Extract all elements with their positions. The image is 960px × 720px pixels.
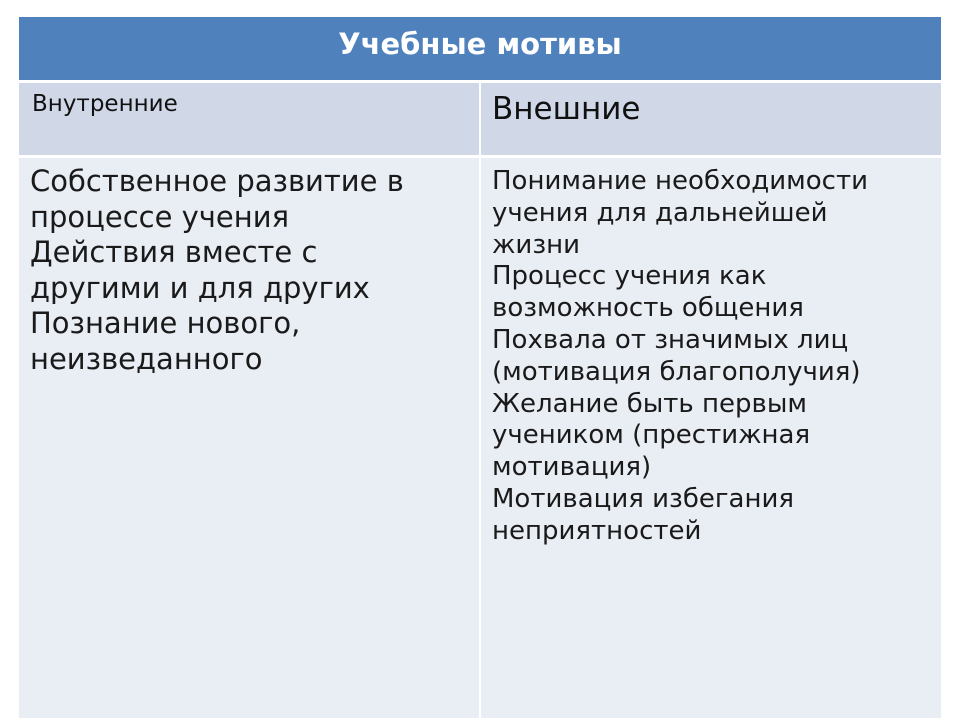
header-cell-external [480, 82, 941, 157]
internal-motive-line: неизведанного [30, 341, 263, 376]
body-row [19, 157, 941, 719]
motives-table [19, 17, 941, 718]
external-motive-line: возможность общения [492, 293, 804, 324]
table-title-cell [19, 17, 941, 82]
external-motive-line: Понимание необходимости [492, 166, 869, 196]
external-motive-line: Мотивация избегания [492, 483, 795, 514]
external-motive-line: мотивация) [492, 452, 652, 483]
external-motive-line: неприятностей [492, 515, 702, 546]
header-cell-internal [19, 82, 480, 157]
external-motive-line: жизни [492, 229, 581, 260]
internal-motive-line: процессе учения [30, 199, 290, 234]
header-row [19, 82, 941, 157]
internal-motive-line: другими и для других [30, 270, 370, 305]
internal-motive-line: Познание нового, [30, 306, 301, 340]
title-row [19, 17, 941, 82]
external-motive-line: Желание быть первым [492, 388, 807, 419]
external-motive-line: (мотивация благополучия) [492, 356, 861, 387]
header-internal: Внутренние [32, 91, 178, 117]
internal-motives-cell [19, 157, 480, 719]
external-motives-list [481, 158, 941, 548]
external-motive-line: учения для дальнейшей [492, 197, 828, 228]
external-motive-line: Процесс учения как [492, 261, 767, 292]
external-motive-line: учеником (престижная [492, 420, 811, 451]
internal-motive-line: Действия вместе с [30, 235, 318, 269]
table-title: Учебные мотивы [338, 26, 622, 61]
external-motive-line: Похвала от значимых лиц [492, 324, 849, 355]
external-motives-cell [480, 157, 941, 719]
header-external: Внешние [492, 91, 641, 127]
internal-motive-line: Собственное развитие в [30, 164, 404, 198]
internal-motives-list [19, 158, 479, 377]
